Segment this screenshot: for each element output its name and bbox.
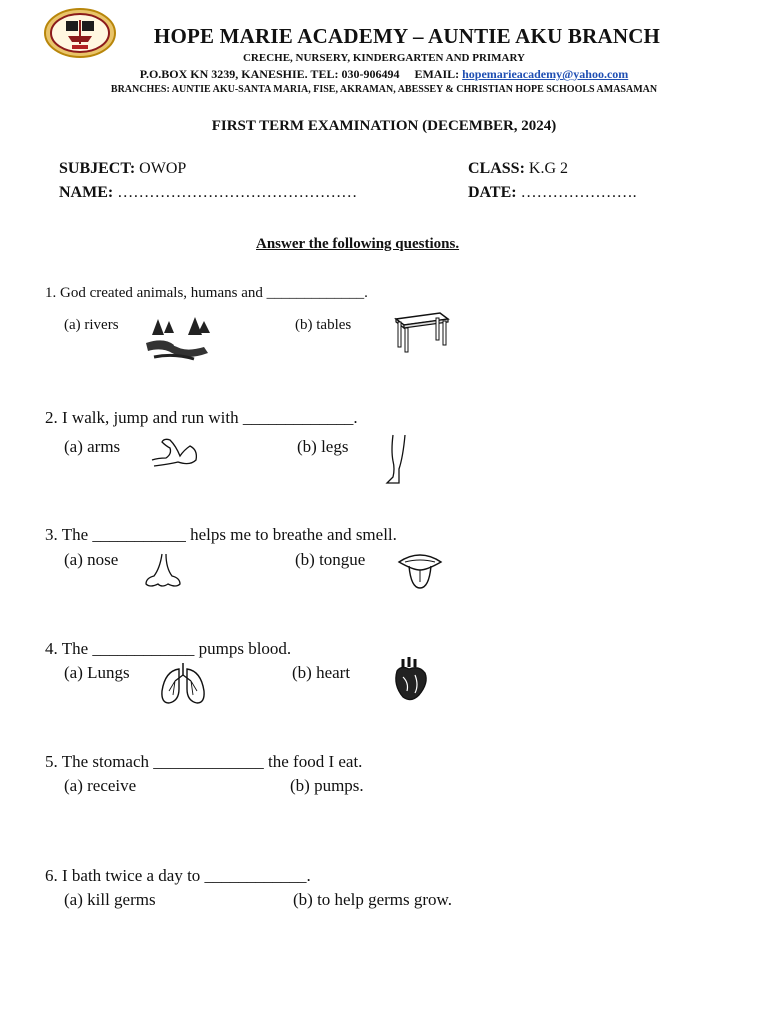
date-blank: …………………. [520,184,637,201]
date-label: DATE: [468,184,517,201]
instruction: Answer the following questions. [256,236,460,252]
heart-icon [389,655,431,705]
q4-option-b: (b) heart [292,663,351,682]
subject-line [59,160,186,178]
name-label: NAME: [59,184,114,201]
q2-option-a: (a) arms [64,437,121,456]
question-1: 1. God created animals, humans and _____________. [45,285,368,301]
q1-option-b: (b) tables [295,317,352,333]
q2-option-b: (b) legs [297,437,349,456]
school-name: HOPE MARIE ACADEMY – AUNTIE AKU BRANCH [153,24,661,48]
school-address [0,67,768,82]
date-line [468,184,637,202]
exam-title: FIRST TERM EXAMINATION (DECEMBER, 2024) [211,118,557,134]
q3-option-b: (b) tongue [295,550,366,569]
school-branches: BRANCHES: AUNTIE AKU-SANTA MARIA, FISE, AKRAMAN, ABESSEY & CHRISTIAN HOPE SCHOOLS AMASAMAN [110,84,658,95]
question-5: 5. The stomach _____________ the food I eat. [45,752,363,771]
arm-icon [150,436,200,472]
class-value: K.G 2 [528,160,569,177]
question-2: 2. I walk, jump and run with _____________. [45,408,358,427]
q4-option-a: (a) Lungs [64,663,130,682]
email-label: EMAIL: [414,67,460,81]
table-icon [392,309,450,353]
q6-option-b: (b) to help germs grow. [293,890,452,909]
nose-icon [140,552,186,590]
class-line [468,160,568,178]
question-6: 6. I bath twice a day to ____________. [45,866,311,885]
question-4: 4. The ____________ pumps blood. [45,639,292,658]
leg-icon [385,433,411,485]
school-levels: CRECHE, NURSERY, KINDERGARTEN AND PRIMARY [242,52,525,64]
address-text: P.O.BOX KN 3239, KANESHIE. TEL: 030-906494 [139,67,400,81]
q5-option-b: (b) pumps. [290,776,364,795]
tongue-icon [397,548,443,592]
class-label: CLASS: [468,160,525,177]
email-link[interactable]: hopemarieacademy@yahoo.com [462,67,629,81]
q5-option-a: (a) receive [64,776,137,795]
q6-option-a: (a) kill germs [64,890,156,909]
name-line [59,184,357,202]
name-blank: ……………………………………… [117,184,358,201]
lungs-icon [159,661,207,707]
subject-value: OWOP [139,160,187,177]
q1-option-a: (a) rivers [64,317,119,333]
question-3: 3. The ___________ helps me to breathe and smell. [45,525,397,544]
river-icon [144,313,212,363]
q3-option-a: (a) nose [64,550,119,569]
subject-label: SUBJECT: [59,160,136,177]
